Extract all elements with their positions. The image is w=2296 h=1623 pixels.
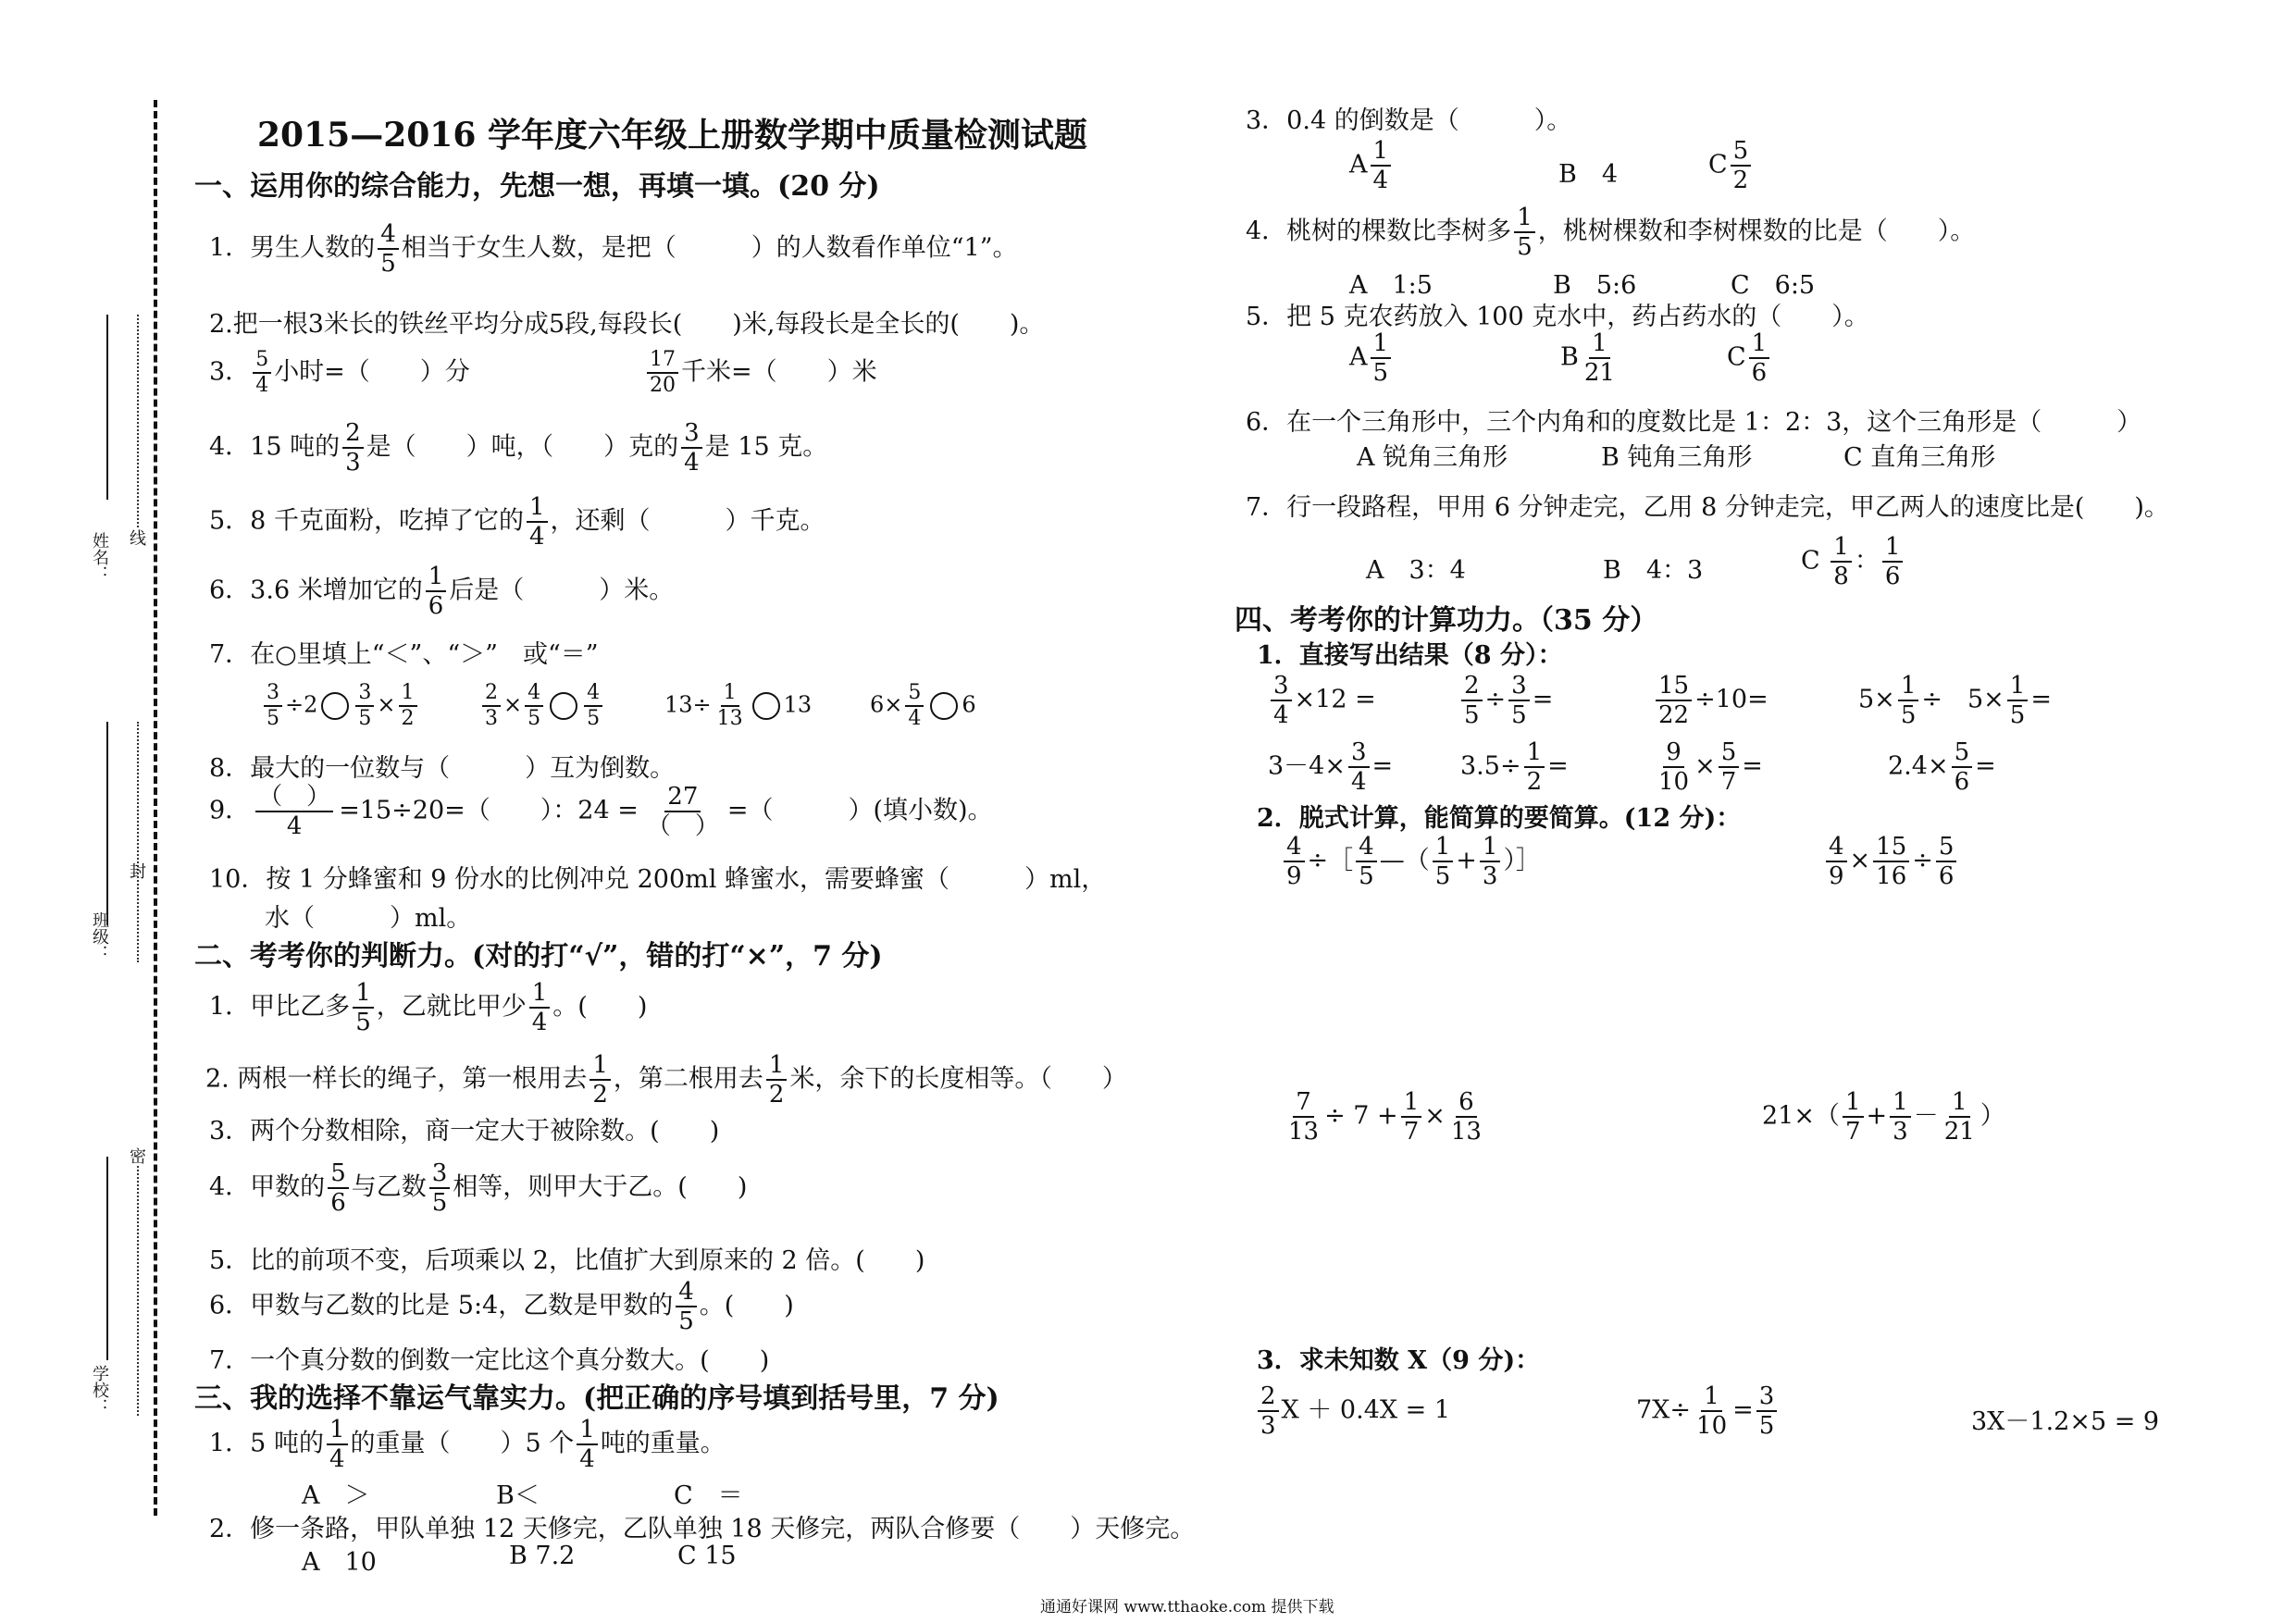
class-label: 班级： [90, 911, 109, 961]
s3-q7-option-b: B 4：3 [1603, 556, 1704, 585]
s1-question-10: 10．按 1 分蜂蜜和 9 份水的比例冲兑 200ml 蜂蜜水，需要蜂蜜（ ）ml， [209, 865, 1107, 894]
s3-q5-option-c: C $\frac{1}{6}$ [1727, 331, 1772, 385]
s3-q2-option-a: A 10 [302, 1548, 377, 1577]
s3-q6-option-c: C 直角三角形 [1843, 443, 1996, 472]
s1-q7-expression-2: $\frac{2}{3}$ × $\frac{4}{5}$ $\frac{4}{5}$ [479, 683, 605, 729]
s2-question-2: 2. 两根一样长的绳子，第一根用去 $\frac{1}{2}$ ，第二根用去 $\frac{1}{2}$ 米，余下的长度相等。（ ） [205, 1051, 1127, 1109]
s4-p1-expr-7: $\frac{9}{10}$ × $\frac{5}{7}$ = [1658, 738, 1763, 796]
section-4-heading: 四、考考你的计算功力。（35 分） [1235, 604, 1658, 637]
s1-question-6: 6．3.6 米增加它的 $\frac{1}{6}$ 后是（ ）米。 [209, 563, 675, 620]
s4-p2-expr-3: $\frac{7}{13}$ ÷ 7 + $\frac{1}{7}$ × $\frac{6}{13}$ [1288, 1088, 1482, 1146]
s4-p2-expr-4: 21×（ $\frac{1}{7}$ + $\frac{1}{3}$ － $\frac{1}{21}$ ） [1762, 1088, 2005, 1146]
name-blank-line [106, 315, 108, 500]
section-1-heading: 一、运用你的综合能力，先想一想，再填一填。(20 分) [194, 170, 880, 203]
page-title: 2015—2016 学年度六年级上册数学期中质量检测试题 [257, 116, 1087, 155]
s3-question-5: 5．把 5 克农药放入 100 克水中，药占药水的（ ）。 [1246, 303, 1869, 331]
s3-q5-option-b: B $\frac{1}{21}$ [1560, 329, 1615, 387]
section-3-heading: 三、我的选择不靠运气靠实力。(把正确的序号填到括号里，7 分) [194, 1382, 999, 1415]
s2-question-4: 4．甲数的 $\frac{5}{6}$ 与乙数 $\frac{3}{5}$ 相等，则甲大于乙。( ) [209, 1159, 748, 1217]
s3-q1-option-a: A ＞ [302, 1481, 370, 1510]
s4-p3-equation-1: $\frac{2}{3}$ X ＋ 0.4X = 1 [1255, 1384, 1450, 1438]
s4-part-2-heading: 2．脱式计算，能简算的要简算。(12 分)： [1257, 804, 1742, 833]
compare-circle[interactable] [752, 692, 780, 720]
s3-q4-option-a: A 1:5 [1349, 271, 1433, 300]
s3-q4-option-c: C 6:5 [1731, 271, 1816, 300]
s2-question-1: 1．甲比乙多 $\frac{1}{5}$ ，乙就比甲少 $\frac{1}{4}$ 。( ) [209, 979, 648, 1036]
s3-question-6: 6．在一个三角形中，三个内角和的度数比是 1：2：3，这个三角形是（ ） [1246, 408, 2142, 437]
name-label: 姓名： [90, 532, 109, 582]
s3-q4-option-b: B 5:6 [1553, 271, 1637, 300]
s3-q7-option-a: A 3：4 [1366, 556, 1466, 585]
s4-p1-expr-5: 3－4× $\frac{3}{4}$ = [1268, 738, 1394, 796]
s3-q6-option-a: A 锐角三角形 [1357, 443, 1508, 472]
s4-part-3-heading: 3．求未知数 X（9 分)： [1257, 1346, 1541, 1375]
s4-p1-expr-6: 3.5÷ $\frac{1}{2}$ = [1460, 738, 1569, 796]
s3-q2-option-c: C 15 [677, 1542, 737, 1570]
s1-question-3: 3． $\frac{5}{4}$ 小时=（ ）分 [209, 348, 470, 397]
s1-q7-expression-4: 6× $\frac{5}{4}$ 6 [870, 681, 976, 730]
s1-question-4: 4．15 吨的 $\frac{2}{3}$ 是（ ）吨，（ ）克的 $\frac{3}{4}$ 是 15 克。 [209, 419, 828, 477]
s3-q3-option-a: A $\frac{1}{4}$ [1349, 139, 1394, 192]
line-label: 线 [127, 529, 146, 546]
s4-p1-expr-8: 2.4× $\frac{5}{6}$ = [1888, 738, 1996, 796]
binding-dotted-line [137, 722, 139, 962]
s2-question-7: 7．一个真分数的倒数一定比这个真分数大。( ) [209, 1346, 770, 1375]
s1-q7-expression-1: $\frac{3}{5}$ ÷2 $\frac{3}{5}$ × $\frac{1}{2}$ [261, 683, 420, 729]
s4-p2-expr-1: $\frac{4}{9}$ ÷［ $\frac{4}{5}$ —（ $\frac{1}{5}$ + $\frac{1}{3}$ ）］ [1281, 835, 1541, 888]
s3-q3-option-b: B 4 [1558, 160, 1619, 189]
s3-question-4: 4．桃树的棵数比李树多 $\frac{1}{5}$ ，桃树棵数和李树棵数的比是（ ）。 [1246, 204, 1976, 261]
s3-q7-option-c: C $\frac{1}{8}$ ： $\frac{1}{6}$ [1801, 535, 1905, 588]
s4-p1-expr-1: $\frac{3}{4}$ ×12 = [1268, 674, 1376, 727]
secret-label: 密 [127, 1147, 146, 1164]
s1-question-1: 1．男生人数的 $\frac{4}{5}$ 相当于女生人数，是把（ ）的人数看作单位“1”。 [209, 220, 1018, 278]
s3-q1-option-c: C ＝ [674, 1481, 743, 1510]
s3-question-2: 2．修一条路，甲队单独 12 天修完，乙队单独 18 天修完，两队合修要（ ）天修完。 [209, 1515, 1196, 1543]
s1-question-5: 5．8 千克面粉，吃掉了它的 $\frac{1}{4}$ ，还剩（ ）千克。 [209, 493, 825, 551]
s3-question-3: 3．0.4 的倒数是（ ）。 [1246, 106, 1572, 135]
s4-p1-expr-3: $\frac{15}{22}$ ÷10= [1653, 674, 1769, 727]
s3-q3-option-c: C $\frac{5}{2}$ [1708, 139, 1754, 192]
binding-dotted-line [137, 315, 139, 527]
section-2-heading: 二、考考你的判断力。(对的打“√”，错的打“×”，7 分) [194, 940, 883, 973]
class-blank-line [106, 722, 108, 925]
s4-p2-expr-2: $\frac{4}{9}$ × $\frac{15}{16}$ ÷ $\frac{5}{6}$ [1823, 835, 1959, 888]
binding-dashed-line [154, 100, 157, 1516]
school-blank-line [106, 1157, 108, 1360]
s3-q2-option-b: B 7.2 [509, 1542, 576, 1570]
footer-credit: 通通好课网 www.tthaoke.com 提供下载 [1040, 1598, 1334, 1617]
s4-p1-expr-2: $\frac{2}{5}$ ÷ $\frac{3}{5}$ = [1458, 674, 1553, 727]
s3-question-1: 1．5 吨的 $\frac{1}{4}$ 的重量（ ）5 个 $\frac{1}{4}$ 吨的重量。 [209, 1416, 726, 1473]
s1-question-9: 9． $\frac{( )}{4}$ =15÷20=（ ）：24 = $\frac{27}{( )}$ =（ ）(填小数)。 [209, 783, 993, 840]
s1-question-3b: $\frac{17}{20}$ 千米=（ ）米 [644, 350, 877, 396]
s1-question-10b: 水（ ）ml。 [265, 904, 472, 933]
s4-p3-equation-3: 3X－1.2×5 = 9 [1971, 1407, 2160, 1436]
compare-circle[interactable] [550, 692, 577, 720]
s2-question-3: 3．两个分数相除，商一定大于被除数。( ) [209, 1117, 720, 1146]
s3-q5-option-a: A $\frac{1}{5}$ [1349, 331, 1394, 385]
compare-circle[interactable] [321, 692, 349, 720]
seal-label: 封 [127, 862, 146, 879]
compare-circle[interactable] [930, 692, 958, 720]
s3-q1-option-b: B＜ [496, 1481, 540, 1510]
s1-q7-expression-3: 13÷ $\frac{1}{13}$ 13 [664, 681, 813, 730]
s3-q6-option-b: B 钝角三角形 [1601, 443, 1753, 472]
s4-p3-equation-2: 7X÷ $\frac{1}{10}$ = $\frac{3}{5}$ [1636, 1384, 1780, 1438]
s3-question-7: 7．行一段路程，甲用 6 分钟走完，乙用 8 分钟走完，甲乙两人的速度比是( )。 [1246, 493, 2169, 522]
s1-question-7: 7．在○里填上“＜”、“＞” 或“＝” [209, 640, 599, 669]
s4-part-1-heading: 1．直接写出结果（8 分）： [1257, 641, 1563, 670]
school-label: 学校： [90, 1365, 109, 1415]
s2-question-5: 5．比的前项不变，后项乘以 2，比值扩大到原来的 2 倍。( ) [209, 1246, 925, 1275]
s4-p1-expr-4: 5× $\frac{1}{5}$ ÷ 5× $\frac{1}{5}$ = [1858, 672, 2052, 729]
s2-question-6: 6．甲数与乙数的比是 5:4，乙数是甲数的 $\frac{4}{5}$ 。( ) [209, 1278, 794, 1335]
binding-dotted-line [137, 1166, 139, 1416]
s1-question-2: 2.把一根3米长的铁丝平均分成5段,每段长( )米,每段长是全长的( )。 [209, 310, 1045, 339]
s1-question-8: 8．最大的一位数与（ ）互为倒数。 [209, 754, 676, 783]
